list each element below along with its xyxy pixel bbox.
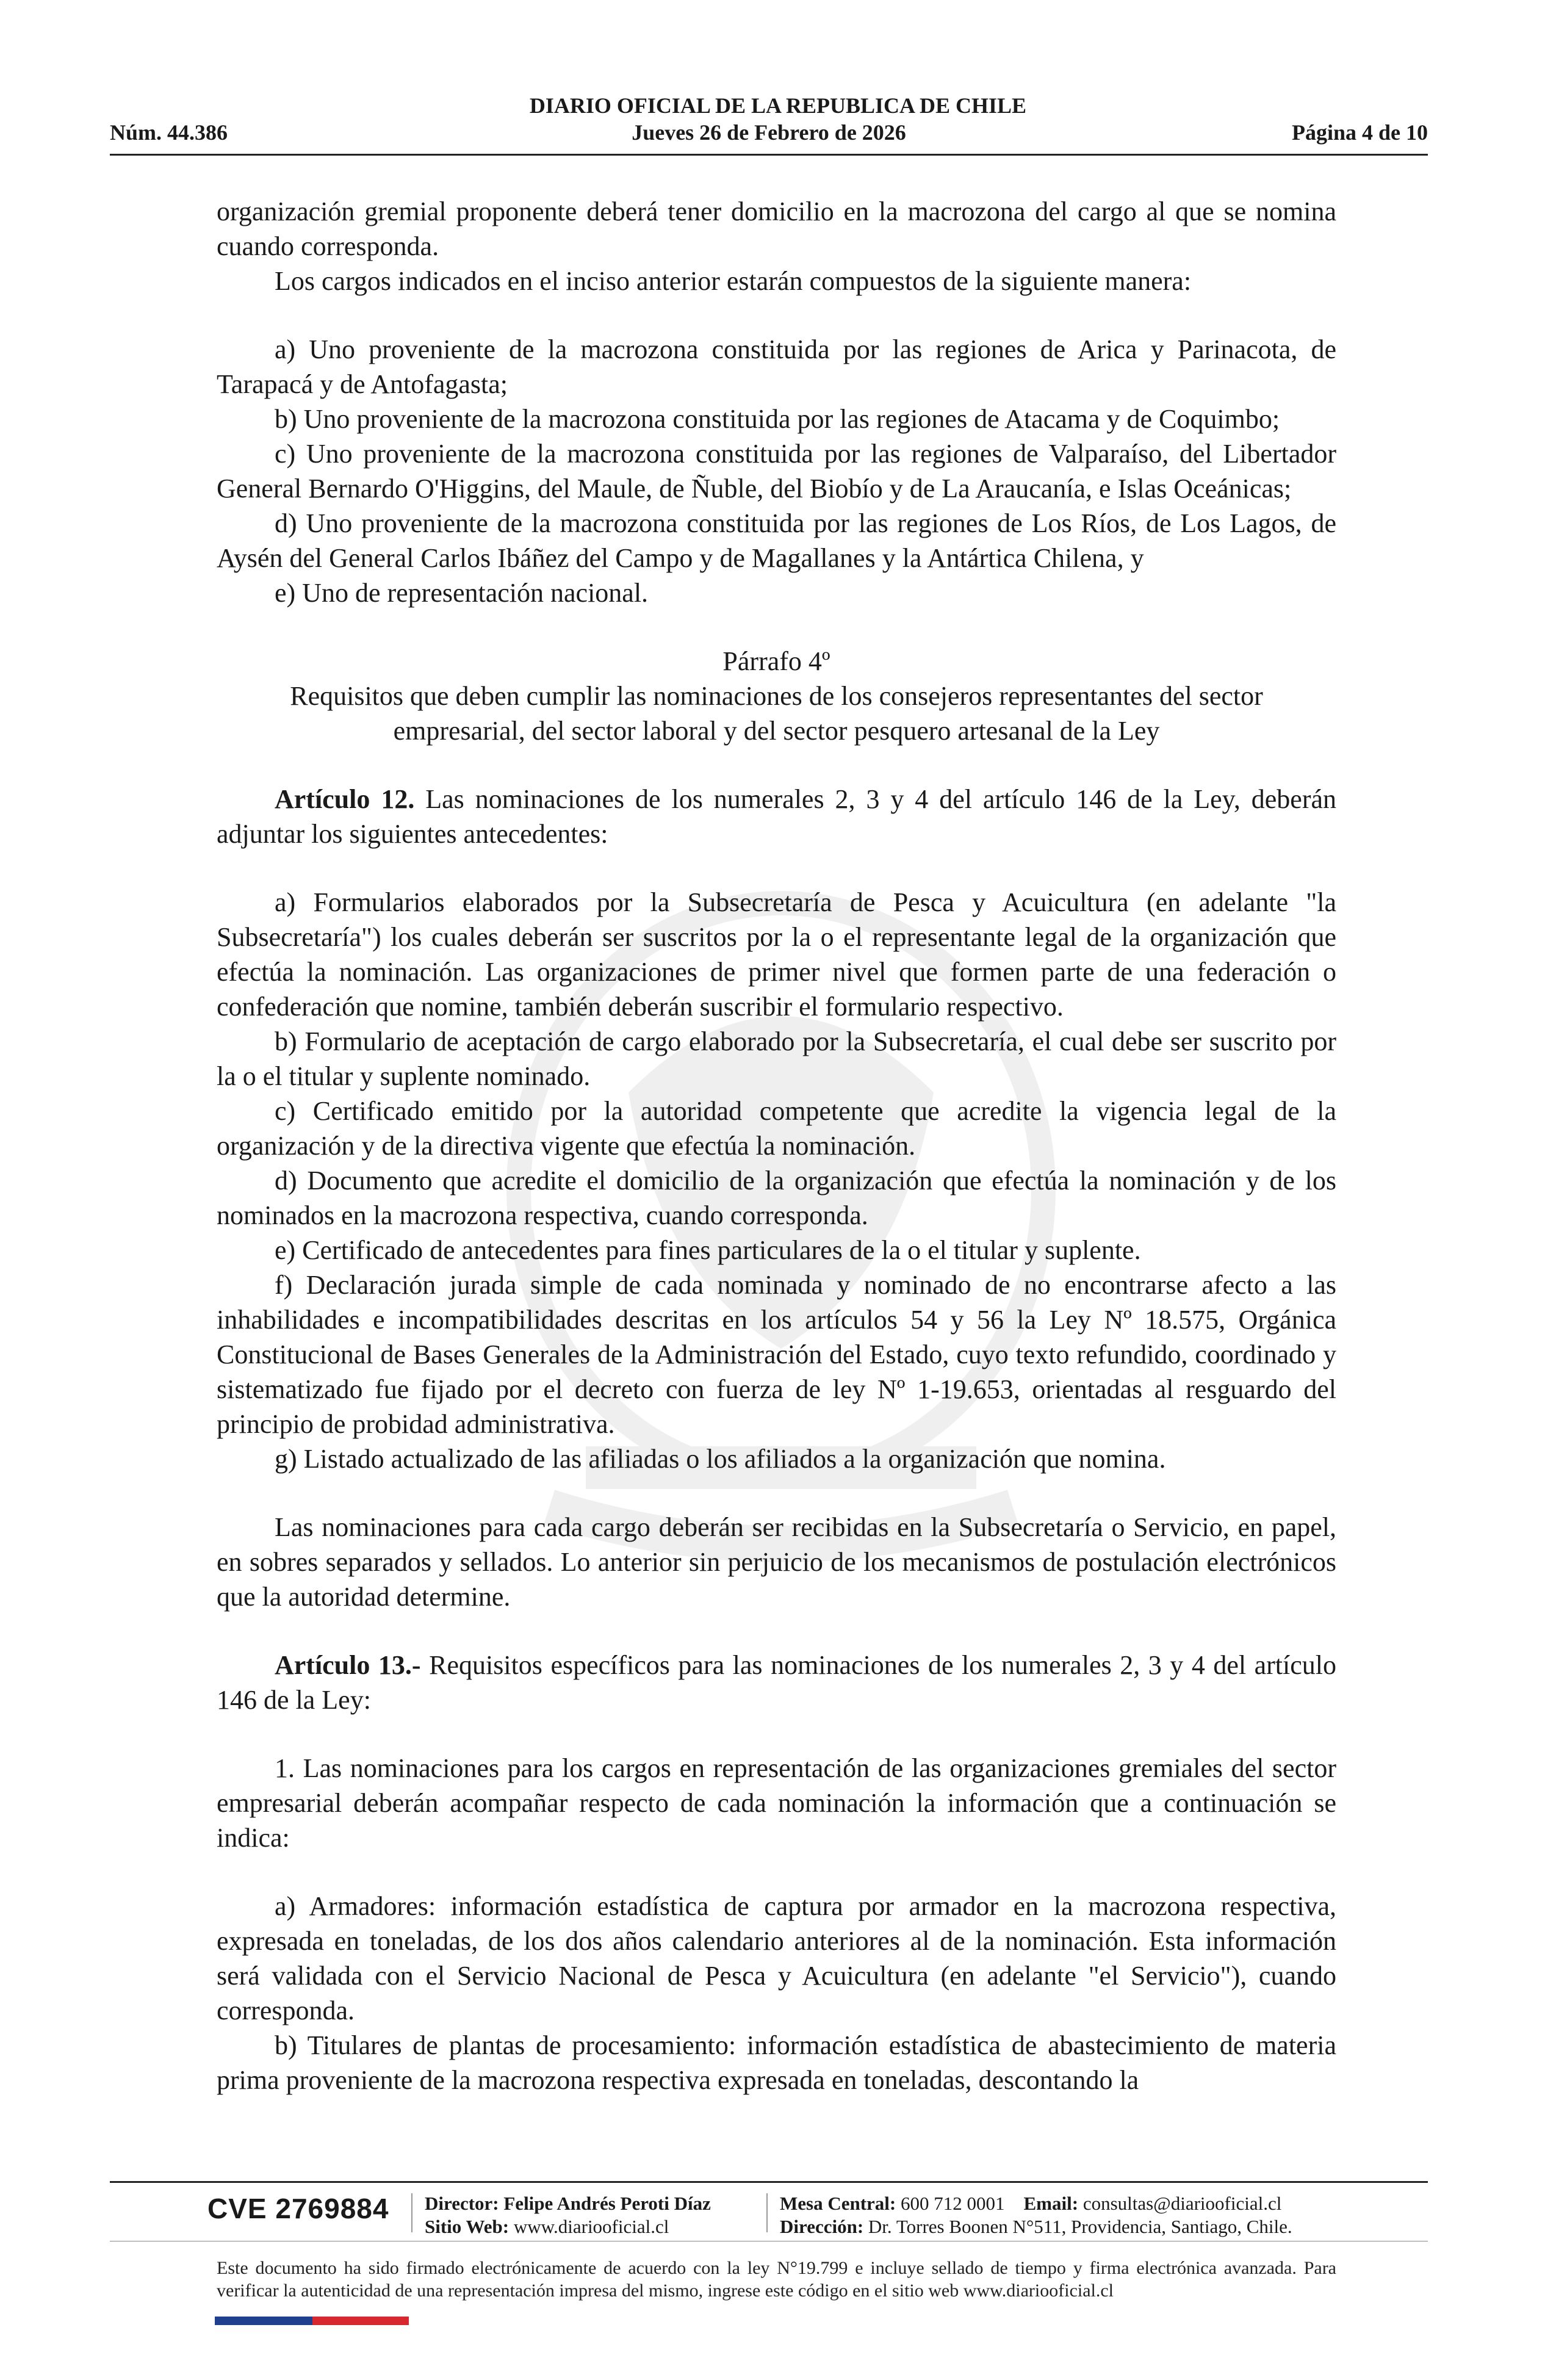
list-item: b) Uno proveniente de la macrozona constituida por las regiones de Atacama y de Coquimbo; bbox=[275, 404, 1280, 434]
list-item: f) Declaración jurada simple de cada nominada y nominado de no encontrarse afecto a las inhabilidades e incompatibilidades descritas en los artículos 54 y 56 la Ley Nº 18.575, Orgánica Constitucional de Bases Generales de la Administración del Estado, cuyo texto refundido, coordinado y sistematizado fue fijado por el decreto con fuerza de ley Nº 1-19.653, orientadas al resguardo del principio de probidad administrativa. bbox=[217, 1270, 1336, 1439]
article-label: Artículo 13.- bbox=[275, 1650, 421, 1680]
phone-number: 600 712 0001 bbox=[901, 2193, 1005, 2214]
paragraph: Los cargos indicados en el inciso anterior estarán compuestos de la siguiente manera: bbox=[275, 266, 1192, 296]
list-item: a) Uno proveniente de la macrozona constituida por las regiones de Arica y Parinacota, de Tarapacá y de Antofagasta; bbox=[217, 334, 1336, 399]
email-link[interactable]: consultas@diariooficial.cl bbox=[1082, 2193, 1282, 2214]
newspaper-title: DIARIO OFICIAL DE LA REPUBLICA DE CHILE bbox=[529, 93, 1027, 118]
section-subtitle: Requisitos que deben cumplir las nominaciones de los consejeros representantes del sector empresarial, del sector laboral y del sector pesquero artesanal de la Ley bbox=[290, 681, 1263, 746]
phone-label: Mesa Central: bbox=[780, 2193, 896, 2214]
article-text: Requisitos específicos para las nominaciones de los numerales 2, 3 y 4 del artículo 146 de la Ley: bbox=[217, 1650, 1337, 1715]
paragraph: 1. Las nominaciones para los cargos en representación de las organizaciones gremiales del sector empresarial deberán acompañar respecto de cada nominación la información que a continuación se indica: bbox=[217, 1753, 1336, 1853]
director-name: Felipe Andrés Peroti Díaz bbox=[503, 2193, 711, 2214]
list-item: c) Certificado emitido por la autoridad competente que acredite la vigencia legal de la organización y de la directiva vigente que efectúa la nominación. bbox=[217, 1096, 1336, 1161]
list-item: b) Formulario de aceptación de cargo elaborado por la Subsecretaría, el cual debe ser suscrito por la o el titular y suplente nominado. bbox=[217, 1026, 1336, 1091]
header-divider bbox=[110, 154, 1428, 156]
section-heading: Párrafo 4º bbox=[722, 646, 830, 676]
article-label: Artículo 12. bbox=[275, 784, 415, 814]
header-row bbox=[110, 120, 1428, 148]
issue-date: Jueves 26 de Febrero de 2026 bbox=[632, 120, 906, 145]
footer-director-block bbox=[425, 2192, 711, 2238]
address-label: Dirección: bbox=[780, 2216, 864, 2237]
website-label: Sitio Web: bbox=[425, 2216, 510, 2237]
flag-blue-stripe bbox=[215, 2317, 312, 2325]
footer-contact-block bbox=[780, 2192, 1292, 2238]
director-label: Director: bbox=[425, 2193, 499, 2214]
address-text: Dr. Torres Boonen N°511, Providencia, Santiago, Chile. bbox=[868, 2216, 1292, 2237]
signature-notice: Este documento ha sido firmado electrónicamente de acuerdo con la ley N°19.799 e incluye sellado de tiempo y firma electrónica avanzada. Para verificar la autenticidad de una representación impresa del mismo, ingrese este código en el sitio web www.diariooficial.cl bbox=[217, 2258, 1336, 2301]
article-text: Las nominaciones de los numerales 2, 3 y 4 del artículo 146 de la Ley, deberán adjuntar los siguientes antecedentes: bbox=[217, 784, 1336, 849]
chile-flag-stripe bbox=[215, 2317, 409, 2325]
paragraph: organización gremial proponente deberá tener domicilio en la macrozona del cargo al que se nomina cuando corresponda. bbox=[217, 197, 1336, 261]
list-item: b) Titulares de plantas de procesamiento: información estadística de abastecimiento de materia prima proveniente de la macrozona respectiva expresada en toneladas, descontando la bbox=[217, 2030, 1336, 2095]
list-item: g) Listado actualizado de las afiliadas o los afiliados a la organización que nomina. bbox=[275, 1444, 1166, 1474]
email-label: Email: bbox=[1023, 2193, 1079, 2214]
list-item: e) Uno de representación nacional. bbox=[275, 578, 649, 608]
footer-divider bbox=[110, 2181, 1428, 2183]
article-12 bbox=[217, 782, 1336, 851]
page-indicator: Página 4 de 10 bbox=[1291, 120, 1428, 145]
website-link[interactable]: www.diariooficial.cl bbox=[513, 2216, 669, 2237]
list-item: d) Uno proveniente de la macrozona constituida por las regiones de Los Ríos, de Los Lagos, de Aysén del General Carlos Ibáñez del Campo y de Magallanes y la Antártica Chilena, y bbox=[217, 508, 1336, 573]
footer-separator bbox=[411, 2193, 412, 2232]
list-item: a) Armadores: información estadística de captura por armador en la macrozona respectiva, expresada en toneladas, de los dos años calendario anteriores al de la nominación. Esta información será validada con el Servicio Nacional de Pesca y Acuicultura (en adelante "el Servicio"), cuando corresponda. bbox=[217, 1891, 1336, 2025]
list-item: e) Certificado de antecedentes para fines particulares de la o el titular y suplente. bbox=[275, 1235, 1141, 1265]
list-item: c) Uno proveniente de la macrozona constituida por las regiones de Valparaíso, del Libertador General Bernardo O'Higgins, del Maule, de Ñuble, del Biobío y de La Araucanía, e Islas Oceánicas; bbox=[217, 439, 1336, 503]
footer-separator bbox=[766, 2193, 768, 2232]
list-item: d) Documento que acredite el domicilio de la organización que efectúa la nominación y de los nominados en la macrozona respectiva, cuando corresponda. bbox=[217, 1166, 1336, 1230]
document-body bbox=[217, 194, 1336, 2097]
cve-code: CVE 2769884 bbox=[207, 2193, 389, 2224]
issue-number: Núm. 44.386 bbox=[110, 120, 228, 145]
paragraph: Las nominaciones para cada cargo deberán ser recibidas en la Subsecretaría o Servicio, en papel, en sobres separados y sellados. Lo anterior sin perjuicio de los mecanismos de postulación electrónicos que la autoridad determine. bbox=[217, 1512, 1336, 1612]
list-item: a) Formularios elaborados por la Subsecretaría de Pesca y Acuicultura (en adelante "la Subsecretaría") los cuales deberán ser suscritos por la o el representante legal de la organización que efectúa la nominación. Las organizaciones de primer nivel que formen parte de una federación o confederación que nomine, también deberán suscribir el formulario respectivo. bbox=[217, 887, 1336, 1022]
article-13 bbox=[217, 1648, 1336, 1717]
flag-red-stripe bbox=[312, 2317, 409, 2325]
